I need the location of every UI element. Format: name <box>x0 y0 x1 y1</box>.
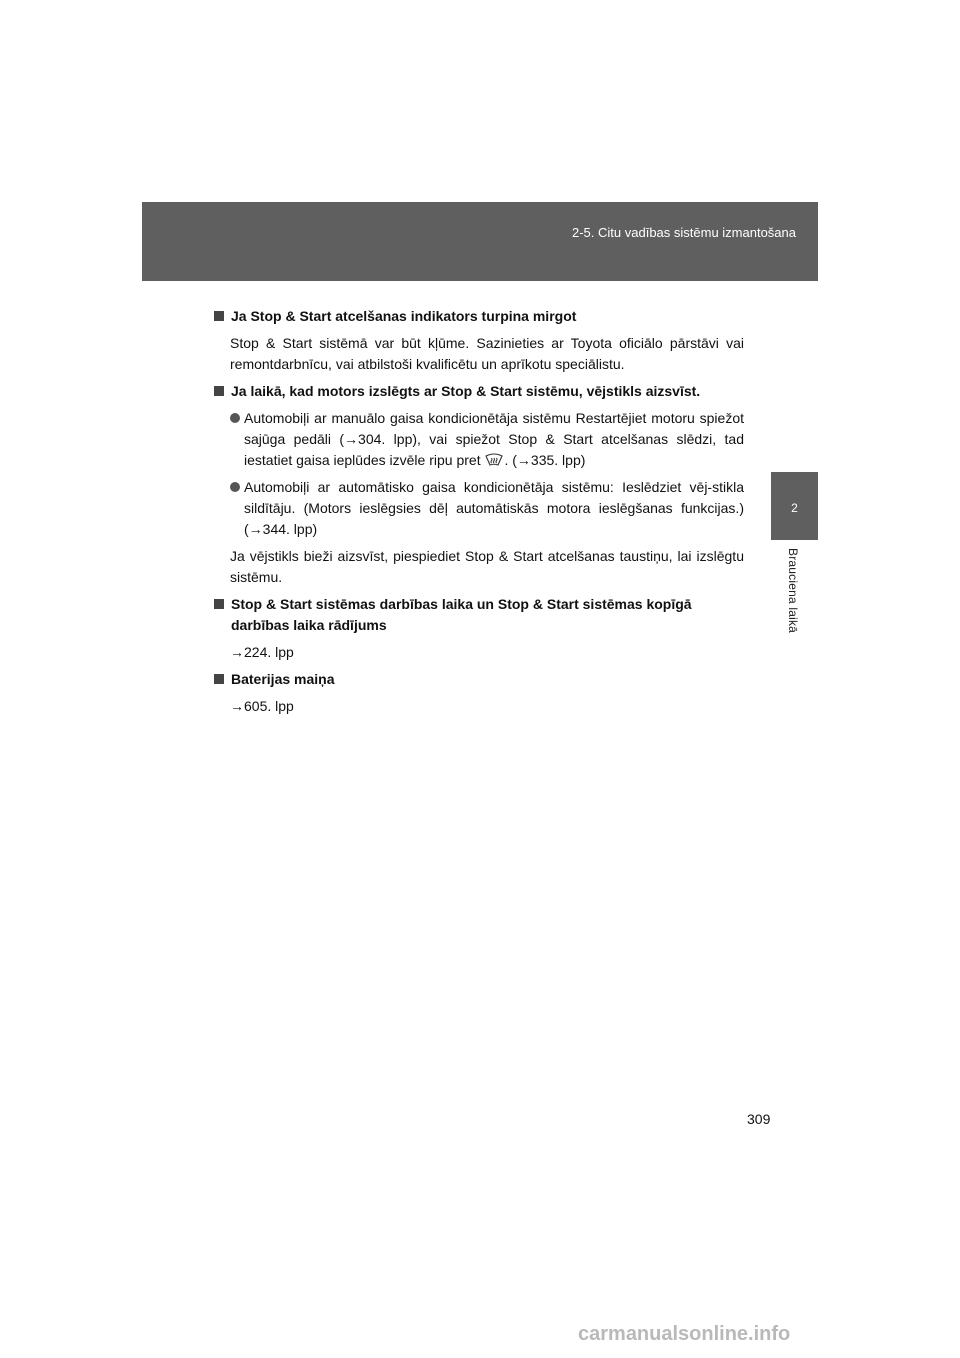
section-windshield-fogging <box>214 381 744 588</box>
section-indicator-blinking <box>214 306 744 375</box>
section-heading: Stop & Start sistēmas darbības laika un Stop & Start sistēmas kopīgā darbības laika rādījums <box>214 594 744 636</box>
square-bullet-icon <box>214 599 224 609</box>
list-item: Automobiļi ar automātisko gaisa kondicionētāja sistēmu: Ieslēdziet vēj-stikla sildītāju. (Motors ieslēgsies dēļ automātiskās motora ieslēgšanas funkcijas.) (→344. lpp) <box>230 477 744 540</box>
section-heading: Baterijas maiņa <box>214 669 744 690</box>
page-reference-link[interactable]: →605. lpp <box>230 698 294 714</box>
round-bullet-icon <box>230 482 240 492</box>
chapter-tab <box>771 472 818 540</box>
watermark: carmanualsonline.info <box>578 1323 791 1345</box>
chapter-title: 2-5. Citu vadības sistēmu izmantošana <box>572 225 796 240</box>
square-bullet-icon <box>214 674 224 684</box>
page-number: 309 <box>747 1111 771 1127</box>
section-time-display <box>214 594 744 663</box>
list-item: Automobiļi ar manuālo gaisa kondicionētāja sistēmu Restartējiet motoru spiežot sajūga pedāli (→304. lpp), vai spiežot Stop & Start atcelšanas slēdzi, tad iestatiet gaisa ieplūdes izvēle ripu pret . (→335. lpp) <box>230 408 744 471</box>
section-paragraph: Ja vējstikls bieži aizsvīst, piespiediet Stop & Start atcelšanas taustiņu, lai izslēgtu sistēmu. <box>230 548 744 585</box>
square-bullet-icon <box>214 386 224 396</box>
chapter-number: 2 <box>791 501 798 515</box>
section-paragraph: Stop & Start sistēmā var būt kļūme. Sazinieties ar Toyota oficiālo pārstāvi vai remontdarbnīcu, vai atbilstoši kvalificētu un aprīkotu speciālistu. <box>230 335 744 372</box>
windshield-defogger-icon <box>485 453 503 467</box>
page-content <box>214 306 744 723</box>
square-bullet-icon <box>214 311 224 321</box>
bullet-list <box>214 408 744 540</box>
page-reference-link[interactable]: →224. lpp <box>230 644 294 660</box>
section-heading: Ja laikā, kad motors izslēgts ar Stop & Start sistēmu, vējstikls aizsvīst. <box>214 381 744 402</box>
chapter-side-label: Brauciena laikā <box>786 548 800 634</box>
chapter-header <box>142 202 818 281</box>
section-battery-replacement <box>214 669 744 717</box>
round-bullet-icon <box>230 413 240 423</box>
section-heading: Ja Stop & Start atcelšanas indikators turpina mirgot <box>214 306 744 327</box>
